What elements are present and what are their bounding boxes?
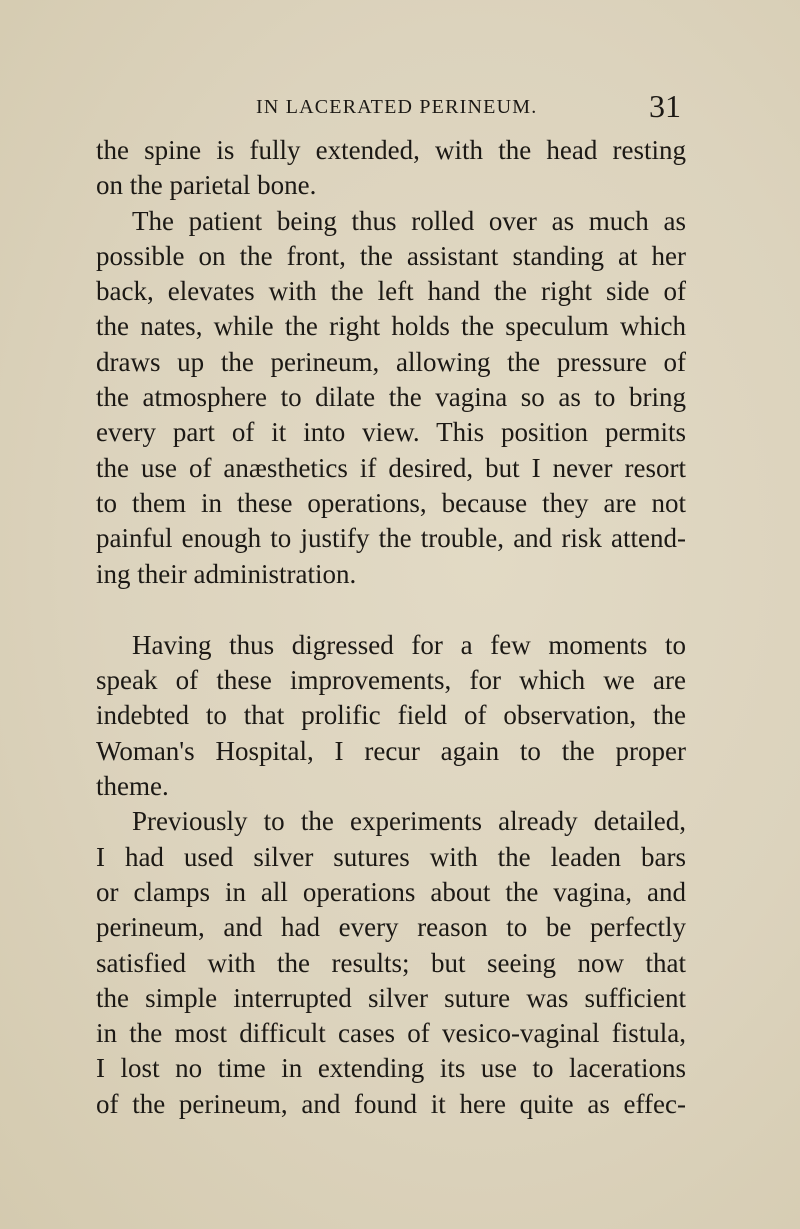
- text-line: the simple interrupted silver suture was sufficient: [96, 982, 686, 1013]
- text-line: theme.: [96, 771, 169, 802]
- paragraph: [96, 204, 686, 592]
- text-line: draws up the perineum, allowing the pressure of: [96, 346, 686, 377]
- text-line: on the parietal bone.: [96, 170, 317, 201]
- text-line: the atmosphere to dilate the vagina so as to bring: [96, 382, 686, 413]
- text-line: in the most difficult cases of vesico-vaginal fistula,: [96, 1018, 686, 1049]
- running-head: [0, 88, 800, 128]
- text-line: perineum, and had every reason to be perfectly: [96, 912, 686, 943]
- text-line: the spine is fully extended, with the head resting: [96, 135, 686, 165]
- text-line: Having thus digressed for a few moments to: [132, 629, 686, 660]
- page-number: 31: [649, 88, 681, 124]
- running-title: IN LACERATED PERINEUM.: [256, 96, 538, 118]
- paragraph: [96, 804, 686, 1122]
- body-text: [96, 133, 686, 1122]
- text-line: the nates, while the right holds the speculum which: [96, 311, 686, 342]
- text-line: to them in these operations, because they are not: [96, 487, 686, 518]
- text-line: indebted to that prolific field of observation, the: [96, 700, 686, 731]
- text-line: possible on the front, the assistant standing at her: [96, 240, 686, 271]
- text-line: the use of anæsthetics if desired, but I never resort: [96, 452, 686, 483]
- text-line: I lost no time in extending its use to lacerations: [96, 1053, 686, 1084]
- text-line: Woman's Hospital, I recur again to the proper: [96, 735, 686, 766]
- paragraph: [96, 628, 686, 804]
- text-line: The patient being thus rolled over as much as: [132, 205, 686, 236]
- paragraph-gap: [96, 592, 686, 628]
- text-line: speak of these improvements, for which we are: [96, 665, 686, 696]
- text-line: or clamps in all operations about the vagina, and: [96, 876, 686, 907]
- text-line: satisfied with the results; but seeing now that: [96, 947, 686, 978]
- text-line: ing their administration.: [96, 558, 357, 589]
- paragraph: [96, 133, 686, 204]
- text-line: painful enough to justify the trouble, and risk attend-: [96, 523, 686, 554]
- text-line: every part of it into view. This position permits: [96, 417, 686, 448]
- text-line: of the perineum, and found it here quite as effec-: [96, 1088, 686, 1119]
- text-line: Previously to the experiments already detailed,: [132, 806, 686, 837]
- text-line: I had used silver sutures with the leaden bars: [96, 841, 686, 872]
- text-line: back, elevates with the left hand the right side of: [96, 276, 686, 307]
